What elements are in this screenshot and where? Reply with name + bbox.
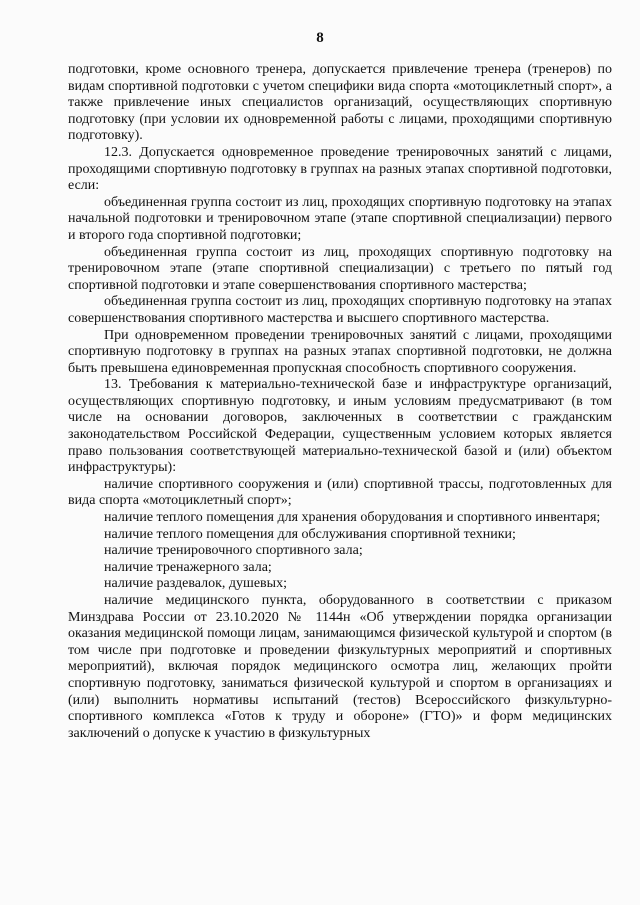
paragraph: объединенная группа состоит из лиц, проходящих спортивную подготовку на тренировочном этапе (этапе спортивной специализации) с третьего по пятый год спортивной подготовки и этапе совершенствования спортивного мастерства; [68, 244, 612, 293]
paragraph: наличие тренировочного спортивного зала; [104, 543, 363, 559]
paragraph: объединенная группа состоит из лиц, проходящих спортивную подготовку на этапах совершенствования спортивного мастерства и высшего спортивного мастерства. [68, 294, 612, 326]
paragraph: объединенная группа состоит из лиц, проходящих спортивную подготовку на этапах начальной подготовки и тренировочном этапе (этапе спортивной специализации) первого и второго года спортивной подготовки; [68, 194, 612, 243]
paragraph: наличие теплого помещения для хранения оборудования и спортивного инвентаря; [104, 510, 601, 526]
document-body [68, 62, 612, 742]
paragraph: наличие медицинского пункта, оборудованного в соответствии с приказом Минздрава России от 23.10.2020 № 1144н «Об утверждении порядка организации оказания медицинской помощи лицам, занимающимся физической культурой и спортом (в том числе при подготовке и проведении физкультурных мероприятий и спортивных мероприятий), включая порядок медицинского осмотра лиц, желающих пройти спортивную подготовку, заниматься физической культурой и спортом в организациях и (или) выполнить нормативы испытаний (тестов) Всероссийского физкультурно-спортивного комплекса «Готов к труду и обороне» (ГТО)» и форм медицинских заключений о допуске к участию в физкультурных [68, 593, 612, 741]
paragraph: наличие тренажерного зала; [104, 559, 272, 575]
paragraph: 13. Требования к материально-технической базе и инфраструктуре организаций, осуществляющих спортивную подготовку, и иным условиям предусматривают (в том числе на основании договоров, заключенных в соответствии с гражданским законодательством Российской Федерации, существенным условием которых является право пользования соответствующей материально-технической базой и (или) объектом инфраструктуры): [68, 377, 612, 476]
paragraph: наличие спортивного сооружения и (или) спортивной трассы, подготовленных для вида спорта «мотоциклетный спорт»; [68, 476, 612, 509]
paragraph: наличие теплого помещения для обслуживания спортивной техники; [104, 526, 516, 542]
paragraph: подготовки, кроме основного тренера, допускается привлечение тренера (тренеров) по видам спортивной подготовки с учетом специфики вида спорта «мотоциклетный спорт», а также привлечение иных специалистов организаций, осуществляющих спортивную подготовку (при условии их одновременной работы с лицами, проходящими спортивную подготовку). [68, 62, 612, 144]
paragraph: При одновременном проведении тренировочных занятий с лицами, проходящими спортивную подготовку в группах на разных этапах спортивной подготовки, не должна быть превышена единовременная пропускная способность спортивного сооружения. [68, 327, 612, 376]
paragraph: 12.3. Допускается одновременное проведение тренировочных занятий с лицами, проходящими спортивную подготовку в группах на разных этапах спортивной подготовки, если: [68, 144, 612, 194]
paragraph: наличие раздевалок, душевых; [104, 576, 287, 592]
page-number: 8 [316, 30, 324, 46]
